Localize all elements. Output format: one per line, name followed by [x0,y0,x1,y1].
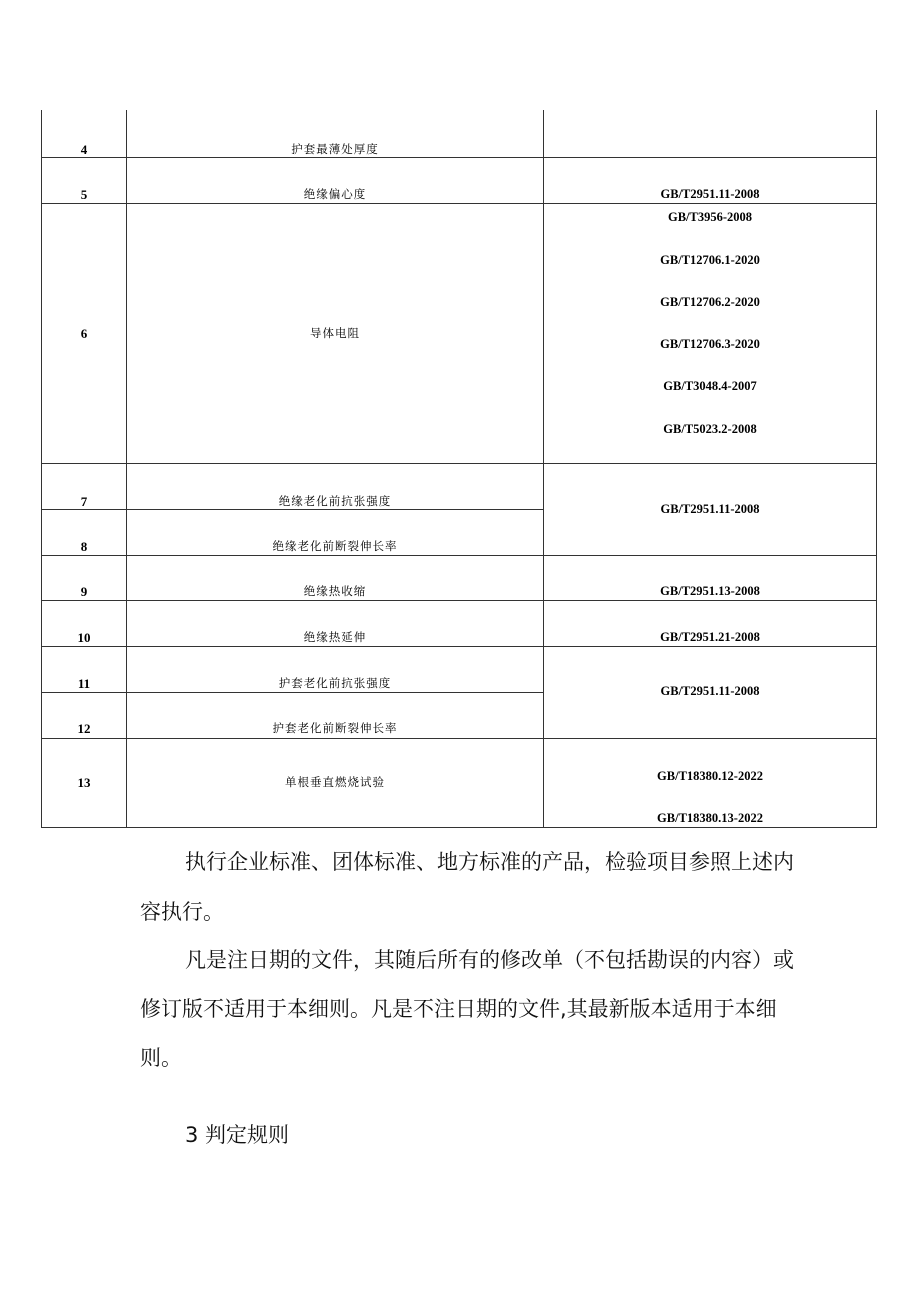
test-standard: GB/T18380.12-2022 [657,769,763,783]
row-divider [41,646,877,647]
test-standard: GB/T12706.1-2020 [660,253,760,267]
test-item: 护套老化前断裂伸长率 [272,721,398,735]
test-item: 导体电阻 [310,326,360,340]
test-item: 绝缘老化前断裂伸长率 [272,539,398,553]
table-border-bottom [41,827,877,828]
test-item: 绝缘热收缩 [303,584,367,598]
test-standard: GB/T3048.4-2007 [663,379,757,393]
row-number: 5 [80,187,88,202]
test-standard: GB/T12706.2-2020 [660,295,760,309]
row-number: 8 [80,539,88,554]
test-standard: GB/T2951.13-2008 [660,584,760,598]
section-heading: 3 判定规则 [185,1123,290,1147]
test-item: 绝缘热延伸 [303,630,367,644]
test-standard: GB/T5023.2-2008 [663,422,757,436]
test-standard: GB/T2951.11-2008 [660,187,760,201]
test-item: 护套最薄处厚度 [291,142,379,156]
row-divider [41,203,877,204]
row-divider [41,600,877,601]
test-item: 绝缘偏心度 [303,187,367,201]
row-number: 13 [77,775,91,790]
row-number: 9 [80,584,88,599]
row-number: 10 [77,630,91,645]
paragraph-line: 执行企业标准、团体标准、地方标准的产品，检验项目参照上述内 [185,850,794,874]
test-standard: GB/T2951.11-2008 [660,502,760,516]
test-standard: GB/T18380.13-2022 [657,811,763,825]
paragraph-line: 修订版不适用于本细则。凡是不注日期的文件,其最新版本适用于本细 [140,997,777,1021]
paragraph-line: 则。 [140,1046,182,1070]
row-number: 12 [77,721,91,736]
row-divider [41,692,544,693]
test-item: 护套老化前抗张强度 [278,676,392,690]
paragraph-line: 凡是注日期的文件，其随后所有的修改单（不包括勘误的内容）或 [185,948,794,972]
row-number: 6 [80,326,88,341]
row-number: 7 [80,494,88,509]
paragraph-line: 容执行。 [140,900,224,924]
test-standard: GB/T2951.21-2008 [660,630,760,644]
test-standard: GB/T2951.11-2008 [660,684,760,698]
row-divider [41,555,877,556]
row-divider [41,157,877,158]
test-item: 绝缘老化前抗张强度 [278,494,392,508]
row-divider [41,738,877,739]
row-number: 11 [77,676,91,691]
test-standard: GB/T3956-2008 [667,210,753,224]
row-number: 4 [80,142,88,157]
row-divider [41,463,877,464]
test-standard: GB/T12706.3-2020 [660,337,760,351]
test-item: 单根垂直燃烧试验 [285,775,385,789]
table-border-right [876,110,877,828]
